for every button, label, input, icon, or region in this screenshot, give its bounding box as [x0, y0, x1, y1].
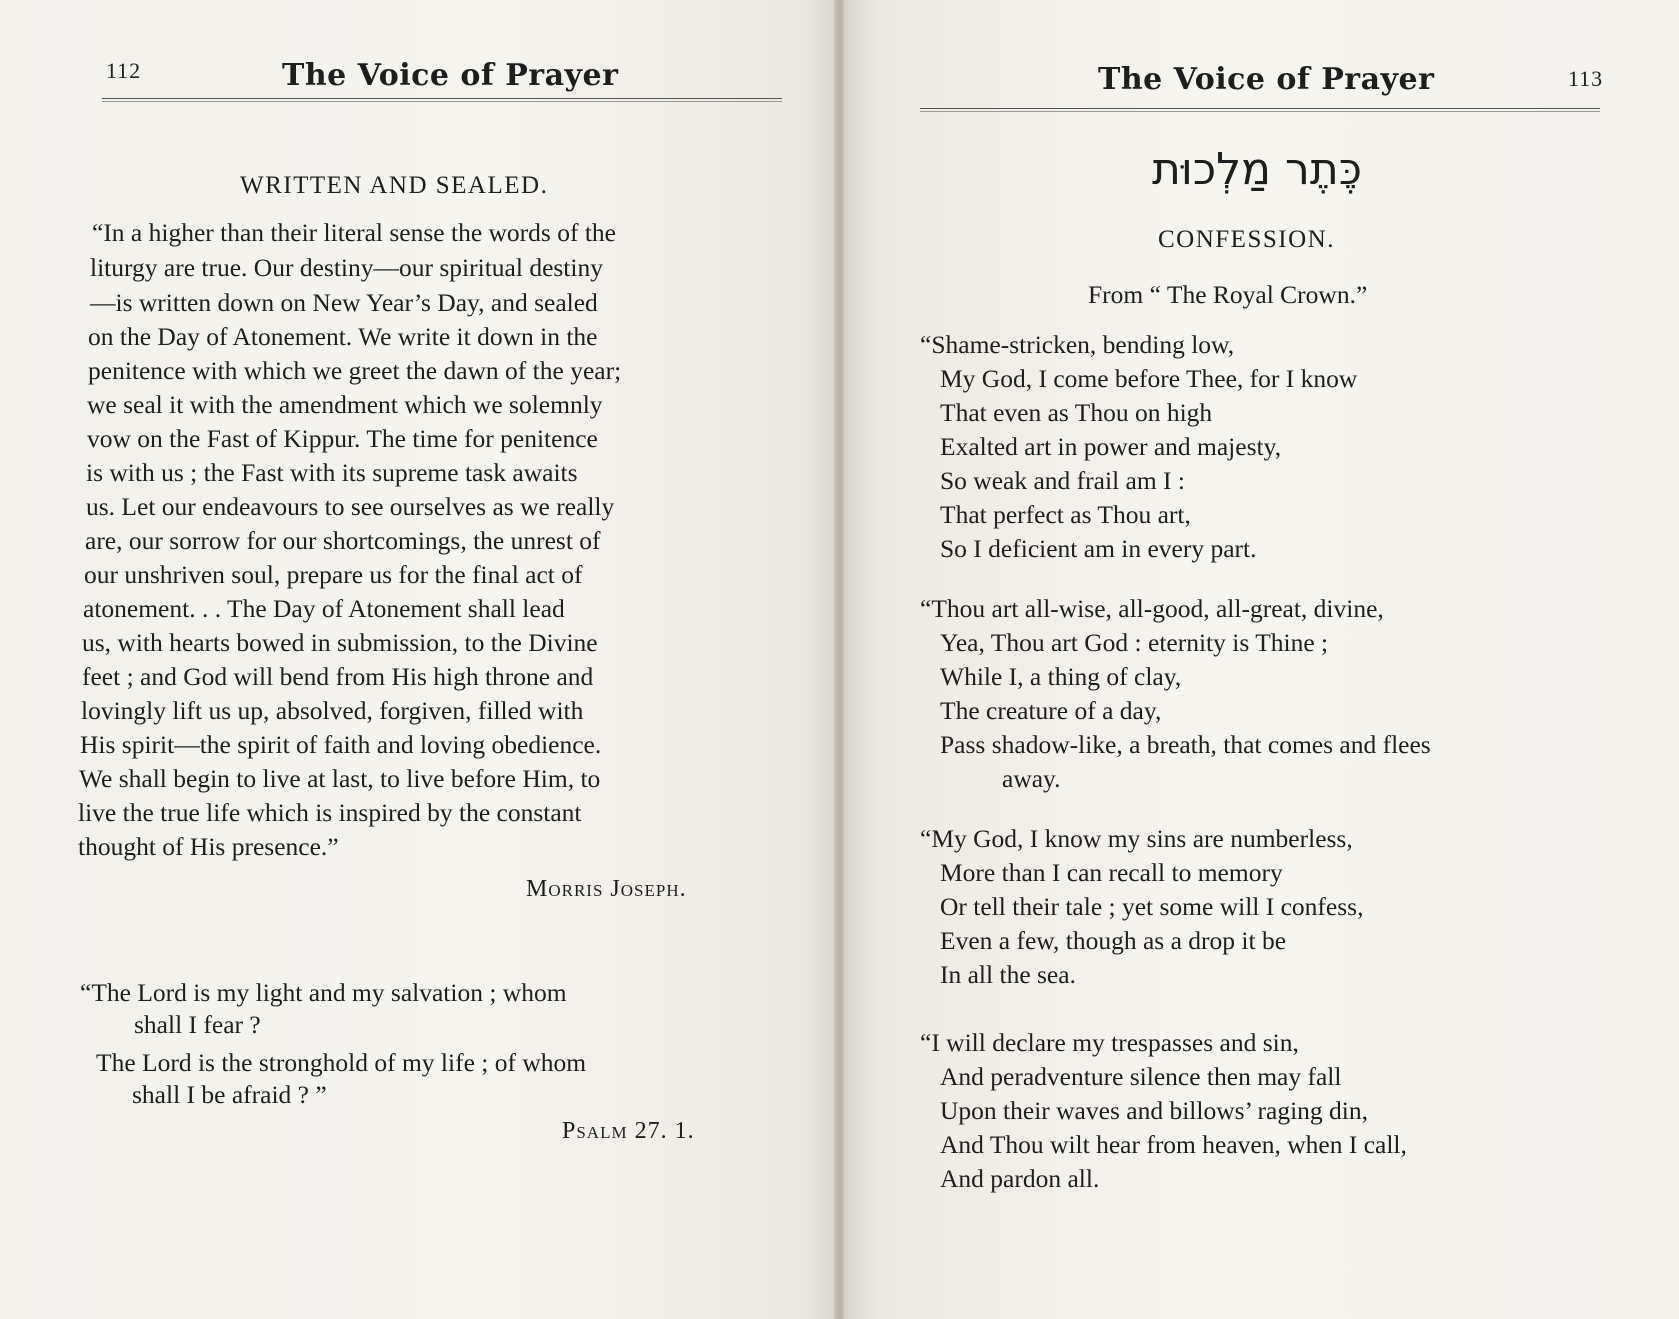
verse-line: “Thou art all-wise, all-good, all-great, divine, — [920, 594, 1384, 623]
verse-line: And peradventure silence then may fall — [940, 1062, 1342, 1091]
passage-line: vow on the Fast of Kippur. The time for penitence — [87, 424, 598, 453]
passage-line: our unshriven soul, prepare us for the final act of — [84, 560, 583, 589]
passage-line: lovingly lift us up, absolved, forgiven, filled with — [81, 696, 584, 725]
passage-line: penitence with which we greet the dawn of the year; — [88, 356, 622, 385]
verse-line: Upon their waves and billows’ raging din, — [940, 1096, 1368, 1125]
left-folio: 112 — [106, 58, 142, 83]
verse-line: The creature of a day, — [940, 696, 1162, 725]
passage-line: we seal it with the amendment which we solemnly — [87, 390, 603, 419]
passage-line: We shall begin to live at last, to live before Him, to — [79, 764, 601, 793]
verse-line: Exalted art in power and majesty, — [940, 432, 1282, 461]
passage-line: His spirit—the spirit of faith and loving obedience. — [80, 730, 602, 759]
verse-line: “My God, I know my sins are numberless, — [920, 824, 1353, 853]
verse-line: My God, I come before Thee, for I know — [940, 364, 1358, 393]
passage-line: thought of His presence.” — [78, 832, 339, 861]
right-section-title: CONFESSION. — [1158, 226, 1335, 253]
psalm-line: shall I fear ? — [134, 1010, 261, 1039]
verse-line: Or tell their tale ; yet some will I confess, — [940, 892, 1364, 921]
verse-line: So I deficient am in every part. — [940, 534, 1257, 563]
verse-line: And pardon all. — [940, 1164, 1100, 1193]
passage-line: live the true life which is inspired by the constant — [78, 798, 582, 827]
verse-line: Pass shadow-like, a breath, that comes and flees — [940, 730, 1431, 759]
psalm-line: “The Lord is my light and my salvation ; whom — [80, 978, 567, 1007]
passage-line: us. Let our endeavours to see ourselves as we really — [86, 492, 615, 521]
hebrew-title: כֶּתֶר מַלְכוּת — [1152, 144, 1363, 195]
left-page — [0, 0, 838, 1319]
source-line: From “ The Royal Crown.” — [1088, 280, 1368, 309]
passage-line: on the Day of Atonement. We write it down in the — [88, 322, 598, 351]
right-folio: 113 — [1568, 66, 1604, 91]
passage-line: —is written down on New Year’s Day, and sealed — [90, 288, 598, 317]
left-header-rule — [102, 98, 782, 102]
verse-line: And Thou wilt hear from heaven, when I call, — [940, 1130, 1407, 1159]
right-header-rule — [920, 108, 1600, 112]
psalm-line: shall I be afraid ? ” — [132, 1080, 327, 1109]
passage-line: feet ; and God will bend from His high throne and — [82, 662, 594, 691]
passage-line: are, our sorrow for our shortcomings, the unrest of — [85, 526, 601, 555]
verse-line: More than I can recall to memory — [940, 858, 1283, 887]
verse-line: “Shame-stricken, bending low, — [920, 330, 1235, 359]
verse-line: In all the sea. — [940, 960, 1076, 989]
verse-line: Yea, Thou art God : eternity is Thine ; — [940, 628, 1329, 657]
passage-line: “In a higher than their literal sense the words of the — [92, 218, 616, 247]
passage-line: us, with hearts bowed in submission, to the Divine — [82, 628, 598, 657]
verse-line: So weak and frail am I : — [940, 466, 1186, 495]
verse-line: That perfect as Thou art, — [940, 500, 1191, 529]
psalm-citation: Psalm 27. 1. — [562, 1118, 695, 1144]
verse-line: “I will declare my trespasses and sin, — [920, 1028, 1299, 1057]
psalm-line: The Lord is the stronghold of my life ; of whom — [96, 1048, 587, 1077]
verse-line: While I, a thing of clay, — [940, 662, 1182, 691]
passage-line: atonement. . . The Day of Atonement shall lead — [83, 594, 565, 623]
passage-line: is with us ; the Fast with its supreme task awaits — [86, 458, 578, 487]
left-section-title: WRITTEN AND SEALED. — [240, 172, 549, 199]
verse-line: That even as Thou on high — [940, 398, 1213, 427]
right-running-head: The Voice of Prayer — [1098, 62, 1435, 97]
right-page — [844, 0, 1679, 1319]
passage-author: Morris Joseph. — [526, 876, 687, 902]
left-running-head: The Voice of Prayer — [282, 58, 619, 93]
verse-line: Even a few, though as a drop it be — [940, 926, 1287, 955]
verse-line: away. — [1002, 764, 1061, 793]
passage-line: liturgy are true. Our destiny—our spiritual destiny — [90, 253, 603, 282]
